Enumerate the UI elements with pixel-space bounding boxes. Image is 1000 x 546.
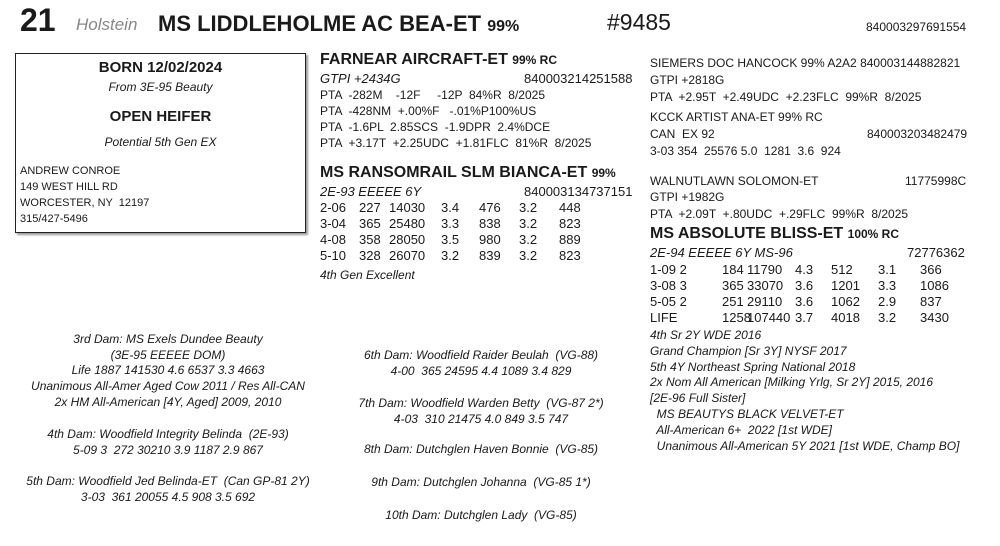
dams-dam-record-cell: 3.6 — [795, 294, 814, 309]
dam-name — [320, 164, 616, 182]
animal-name-pct: 99% — [487, 18, 520, 35]
dam-record-cell: 3.2 — [519, 216, 538, 231]
dam-record-cell: 5-10 — [320, 248, 347, 263]
dam-record-cell: 365 — [359, 216, 381, 231]
sire-pct: 99% RC — [512, 53, 557, 67]
dam-record-cell: 4-08 — [320, 232, 347, 247]
dams-dam-record-cell: 1-09 2 — [650, 262, 687, 277]
dam-record-cell: 980 — [479, 232, 501, 247]
dams-dam-record-cell: 4018 — [831, 310, 860, 325]
sires-dam-name: KCCK ARTIST ANA-ET 99% RC — [650, 110, 823, 124]
dams-dam-record-cell: 3.1 — [878, 262, 897, 277]
dams-sire-gtpi: GTPI +1982G — [650, 190, 725, 204]
sire-pta-line: PTA -428NM +.00%F -.01%P100%US — [320, 104, 537, 118]
animal-name-text: MS LIDDLEHOLME AC BEA-ET — [158, 11, 482, 36]
dams-dam-record-cell: 5-05 2 — [650, 294, 687, 309]
dams-dam-record-cell: 3.2 — [878, 310, 897, 325]
dam-note: 4th Gen Excellent — [320, 268, 415, 282]
ancestor-name: 4th Dam: Woodfield Integrity Belinda (2E-93) — [47, 427, 289, 441]
dams-dam-record-cell: 1258 — [722, 310, 751, 325]
ancestor-detail: Life 1887 141530 4.6 6537 3.3 4663 — [71, 363, 265, 377]
achievement-line: Grand Champion [Sr 3Y] NYSF 2017 — [650, 343, 847, 358]
dams-dam-record-cell: 4.3 — [795, 262, 814, 277]
sire-pta-line: PTA -1.6PL 2.85SCS -1.9DPR 2.4%DCE — [320, 120, 551, 134]
animal-name — [158, 11, 519, 37]
tag-id: 840003297691554 — [866, 20, 967, 34]
dams-dam-record-cell: 33070 — [747, 278, 784, 293]
ancestor-detail: 3-03 361 20055 4.5 908 3.5 692 — [80, 490, 256, 504]
dam-record-cell: 3.3 — [441, 216, 460, 231]
dam-record-cell: 3.4 — [441, 200, 460, 215]
dam-record-cell: 2-06 — [320, 200, 347, 215]
ancestor-detail: 4-03 310 21475 4.0 849 3.5 747 — [393, 412, 569, 426]
dam-record-cell: 28050 — [389, 232, 426, 247]
owner-address: 149 WEST HILL RD — [20, 181, 118, 193]
dams-dam-record-cell: 107440 — [747, 310, 791, 325]
sires-sire-pta: PTA +2.95T +2.49UDC +2.23FLC 99%R 8/2025 — [650, 90, 922, 104]
dams-dam-record-cell: 1086 — [920, 278, 949, 293]
dam-record-cell: 823 — [559, 216, 581, 231]
sire-id: 840003214251588 — [524, 71, 633, 86]
dams-sire-pta: PTA +2.09T +.80UDC +.29FLC 99%R 8/2025 — [650, 207, 909, 221]
potential-note: Potential 5th Gen EX — [104, 135, 217, 149]
dams-dam-record-cell: 3-08 3 — [650, 278, 687, 293]
dam-record-cell: 3-04 — [320, 216, 347, 231]
dam-record-cell: 14030 — [389, 200, 426, 215]
dam-record-cell: 3.5 — [441, 232, 460, 247]
dam-record-cell: 358 — [359, 232, 381, 247]
dam-record-cell: 476 — [479, 200, 501, 215]
dam-record-cell: 448 — [559, 200, 581, 215]
dam-record-cell: 889 — [559, 232, 581, 247]
sire-gtpi: GTPI +2434G — [320, 71, 401, 86]
dams-dam-pct: 100% RC — [847, 227, 899, 241]
heifer-status: OPEN HEIFER — [109, 108, 212, 125]
dams-dam-record-cell: 366 — [920, 262, 942, 277]
dams-dam-record-cell: 251 — [722, 294, 744, 309]
dams-dam-record-cell: 837 — [920, 294, 942, 309]
ancestor-detail: (3E-95 EEEEE DOM) — [110, 348, 226, 362]
sires-sire-line: SIEMERS DOC HANCOCK 99% A2A2 840003144882821 — [650, 56, 961, 70]
sire-name-text: FARNEAR AIRCRAFT-ET — [320, 51, 508, 68]
dams-dam-record-cell: LIFE — [650, 310, 678, 325]
ancestor-detail: 5-09 3 272 30210 3.9 1187 2.9 867 — [73, 443, 263, 457]
dams-dam-record-cell: 3430 — [920, 310, 949, 325]
dams-dam-record-cell: 3.3 — [878, 278, 897, 293]
dam-classification: 2E-93 EEEEE 6Y — [320, 184, 422, 199]
dam-record-cell: 227 — [359, 200, 381, 215]
dams-sire-id: 11775998C — [905, 174, 967, 188]
ancestor-name: 7th Dam: Woodfield Warden Betty (VG-87 2*) — [358, 396, 604, 410]
achievement-line: 5th 4Y Northeast Spring National 2018 — [650, 359, 856, 374]
achievement-line: Unanimous All-American 5Y 2021 [1st WDE, Champ BO] — [650, 438, 960, 453]
info-box — [15, 53, 306, 233]
dams-dam-record-cell: 11790 — [747, 262, 783, 277]
ancestor-detail: 4-00 365 24595 4.4 1089 3.4 829 — [390, 364, 572, 378]
sire-pta-line: PTA -282M -12F -12P 84%R 8/2025 — [320, 88, 545, 102]
ancestor-name: 10th Dam: Dutchglen Lady (VG-85) — [385, 508, 577, 522]
owner-phone: 315/427-5496 — [20, 213, 88, 225]
dam-id: 840003134737151 — [524, 184, 633, 199]
dam-name-text: MS RANSOMRAIL SLM BIANCA-ET — [320, 164, 588, 181]
ancestor-name: 3rd Dam: MS Exels Dundee Beauty — [73, 332, 263, 346]
owner-city: WORCESTER, NY 12197 — [20, 197, 150, 209]
dam-record-cell: 25480 — [389, 216, 426, 231]
sires-sire-gtpi: GTPI +2818G — [650, 73, 725, 87]
achievement-line: 2x Nom All American [Milking Yrlg, Sr 2Y] 2015, 2016 — [650, 375, 934, 390]
ancestor-detail: 2x HM All-American [4Y, Aged] 2009, 2010 — [54, 395, 282, 409]
dams-dam-record-cell: 2.9 — [878, 294, 897, 309]
dam-record-cell: 328 — [359, 248, 381, 263]
registration-number: #9485 — [607, 9, 671, 35]
dams-dam-record-cell: 512 — [831, 262, 853, 277]
dam-record-cell: 3.2 — [519, 200, 538, 215]
achievement-line: All-American 6+ 2022 [1st WDE] — [650, 422, 832, 437]
ancestor-name: 6th Dam: Woodfield Raider Beulah (VG-88) — [363, 348, 599, 362]
from-dam: From 3E-95 Beauty — [108, 80, 213, 94]
achievement-line: MS BEAUTYS BLACK VELVET-ET — [650, 407, 844, 421]
sire-name — [320, 51, 557, 69]
breed: Holstein — [76, 15, 138, 34]
dams-dam-name — [650, 225, 899, 243]
dam-record-cell: 3.2 — [519, 232, 538, 247]
dams-dam-record-cell: 184 — [722, 262, 744, 277]
achievement-line: [2E-96 Full Sister] — [650, 391, 746, 406]
sires-dam-id: 840003203482479 — [867, 127, 968, 141]
dams-dam-record-cell: 1201 — [831, 278, 860, 293]
dams-dam-record-cell: 29110 — [747, 294, 783, 309]
dams-dam-id: 72776362 — [907, 245, 965, 260]
dams-sire-name: WALNUTLAWN SOLOMON-ET — [650, 174, 819, 188]
sires-dam-can: CAN EX 92 — [650, 127, 715, 141]
dams-dam-name-text: MS ABSOLUTE BLISS-ET — [650, 225, 844, 242]
born-date: BORN 12/02/2024 — [98, 59, 223, 76]
dams-dam-classification: 2E-94 EEEEE 6Y MS-96 — [650, 245, 793, 260]
dam-record-cell: 26070 — [389, 248, 426, 263]
sire-pta-line: PTA +3.17T +2.25UDC +1.81FLC 81%R 8/2025 — [320, 136, 592, 150]
achievement-line: 4th Sr 2Y WDE 2016 — [650, 328, 762, 342]
dams-dam-record-cell: 3.6 — [795, 278, 814, 293]
dam-record-cell: 838 — [479, 216, 501, 231]
dam-record-cell: 3.2 — [519, 248, 538, 263]
lot-number: 21 — [20, 2, 56, 38]
dam-record-cell: 823 — [559, 248, 581, 263]
dams-dam-record-cell: 3.7 — [795, 310, 814, 325]
ancestor-name: 5th Dam: Woodfield Jed Belinda-ET (Can GP-81 2Y) — [26, 474, 310, 488]
ancestor-name: 8th Dam: Dutchglen Haven Bonnie (VG-85) — [363, 442, 599, 456]
dam-pct: 99% — [591, 166, 616, 180]
sires-dam-record: 3-03 354 25576 5.0 1281 3.6 924 — [650, 144, 841, 158]
dam-record-cell: 3.2 — [441, 248, 460, 263]
ancestor-detail: Unanimous All-Amer Aged Cow 2011 / Res All-CAN — [31, 379, 305, 393]
ancestor-name: 9th Dam: Dutchglen Johanna (VG-85 1*) — [371, 475, 591, 489]
dams-dam-record-cell: 365 — [722, 278, 744, 293]
dam-record-cell: 839 — [479, 248, 501, 263]
dams-dam-record-cell: 1062 — [831, 294, 860, 309]
owner-name: ANDREW CONROE — [20, 165, 121, 177]
